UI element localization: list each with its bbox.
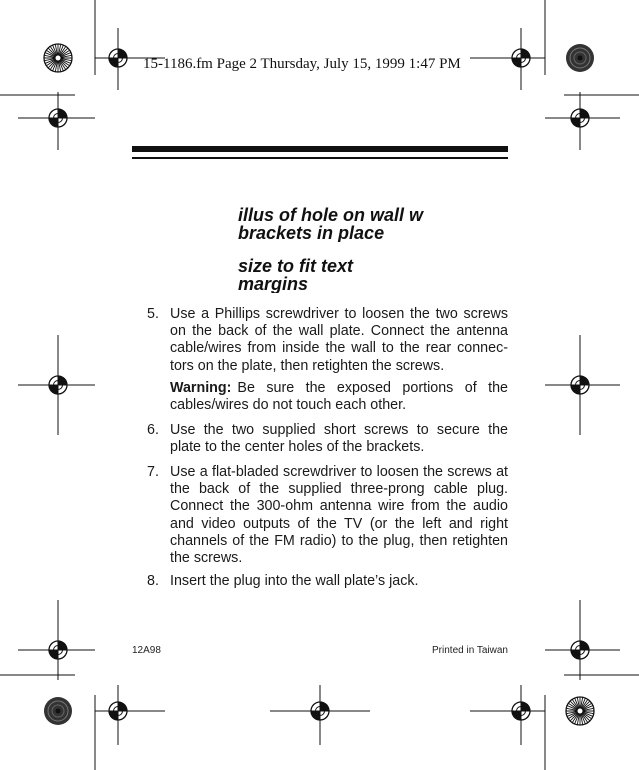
step-number: 8. xyxy=(147,573,159,589)
placeholder-line: margins xyxy=(238,275,309,293)
file-slug: 15-1186.fm Page 2 Thursday, July 15, 1999 1:47 PM xyxy=(143,56,461,72)
step-8 xyxy=(147,573,508,590)
step-7 xyxy=(147,464,508,567)
step-number: 5. xyxy=(147,306,159,322)
step-5 xyxy=(147,306,508,375)
placeholder-line: size to fit text xyxy=(238,257,354,275)
header-rule-thin xyxy=(132,157,508,159)
step-number: 7. xyxy=(147,464,159,480)
step-text: Use the two supplied short screws to secure the plate to the center holes of the brackets. xyxy=(170,422,508,456)
footer-code: 12A98 xyxy=(132,645,161,656)
footer-printed: Printed in Taiwan xyxy=(432,645,508,656)
step-text: Use a flat-bladed screwdriver to loosen the screws at the back of the supplied three-prong cable plug. Connect the 300-ohm antenna wire from the audio and video outputs of the TV (or the left and right channels of the FM radio) to the plug, then retighten the screws. xyxy=(170,464,508,567)
step-text: Use a Phillips screwdriver to loosen the two screws on the back of the wall plate. Connect the antenna cable/wires from inside the wall to the rear connec-tors on the plate, then retighten the screws. xyxy=(170,306,508,374)
warning-text: Be sure the exposed portions of the cables/wires do not touch each other. xyxy=(170,380,508,414)
step-text: Insert the plug into the wall plate’s jack. xyxy=(170,573,419,589)
warning-label: Warning: xyxy=(170,380,232,396)
step-number: 6. xyxy=(147,422,159,438)
header-rule-thick xyxy=(132,146,508,152)
placeholder-line: brackets in place xyxy=(238,224,385,242)
placeholder-line: illus of hole on wall w xyxy=(238,206,424,224)
warning-note xyxy=(170,380,508,414)
step-6 xyxy=(147,422,508,456)
